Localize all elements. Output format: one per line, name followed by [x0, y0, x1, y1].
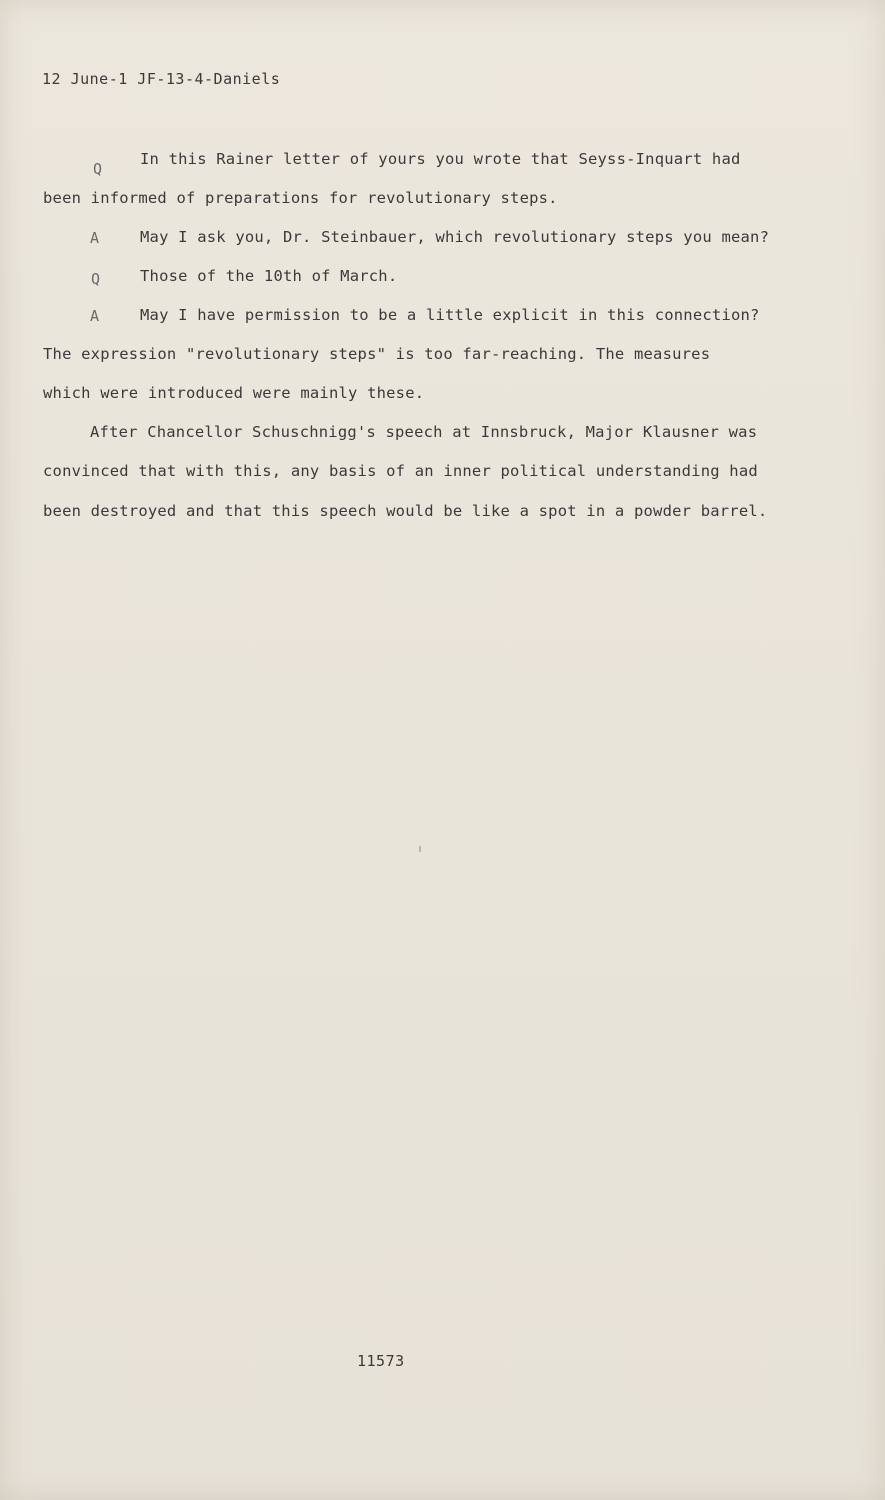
text-line: convinced that with this, any basis of an inner political understanding had: [43, 462, 758, 480]
text-line: which were introduced were mainly these.: [43, 384, 425, 402]
page-number: 11573: [357, 1352, 405, 1370]
speaker-marker-q: Q: [93, 160, 103, 178]
speaker-marker-a: A: [90, 307, 100, 325]
speaker-marker-a: A: [90, 229, 100, 247]
text-line: May I have permission to be a little explicit in this connection?: [140, 306, 760, 324]
text-line: been informed of preparations for revolutionary steps.: [43, 189, 558, 207]
text-line: In this Rainer letter of yours you wrote that Seyss-Inquart had: [140, 150, 741, 168]
text-line: May I ask you, Dr. Steinbauer, which revolutionary steps you mean?: [140, 228, 770, 246]
paper-speck: [419, 846, 421, 852]
text-line: The expression "revolutionary steps" is too far-reaching. The measures: [43, 345, 711, 363]
text-line: After Chancellor Schuschnigg's speech at Innsbruck, Major Klausner was: [90, 423, 758, 441]
text-line: Those of the 10th of March.: [140, 267, 398, 285]
speaker-marker-q: Q: [91, 270, 101, 288]
text-line: been destroyed and that this speech would be like a spot in a powder barrel.: [43, 502, 768, 520]
document-header: 12 June-1 JF-13-4-Daniels: [42, 70, 281, 88]
